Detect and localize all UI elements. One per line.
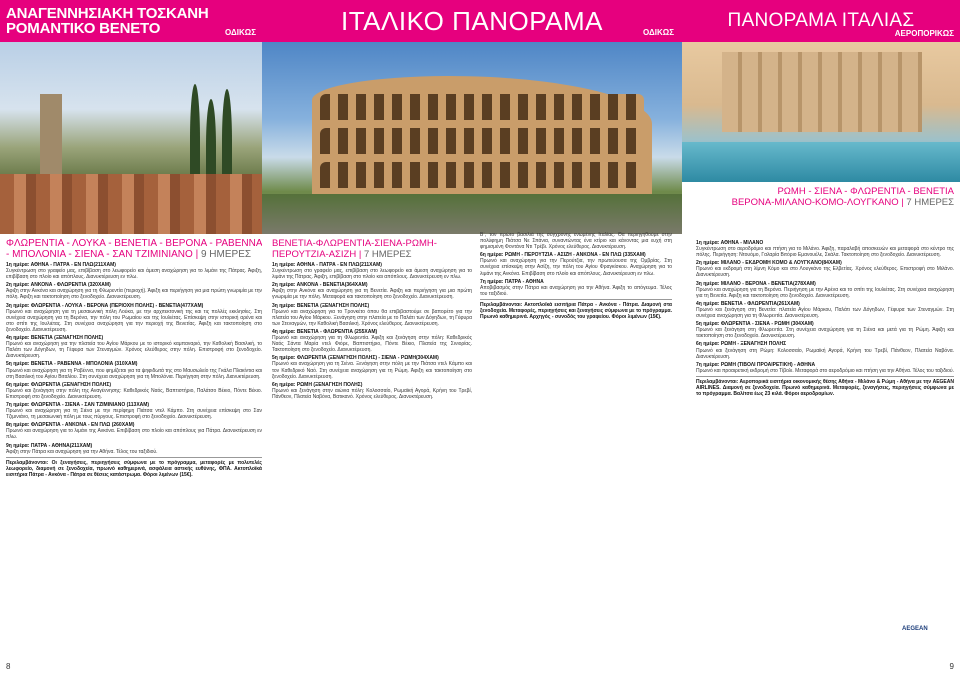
middle-route-continued-column	[480, 232, 672, 662]
header-left-line2: ΡΟΜΑΝΤΙΚΟ ΒΕΝΕΤΟ	[6, 19, 161, 37]
photo-tower-shape	[40, 94, 62, 184]
day-text: Πρωινό και ξενάγηση στην αιώνια πόλη: Κολοσσαίο, Ρωμαϊκή Αγορά, Κρήνη του Τρεβί, Πάνθεον, Πλατεία Ναβόνα, Βατικανό. Χρόνος ελεύθερος. Διανυκτέρευση.	[272, 387, 472, 400]
header-right	[682, 0, 960, 42]
left-route-note: Περιλαμβάνονται: Οι ξεναγήσεις, περιηγήσεις σύμφωνα με το πρόγραμμα, μεταφορές με πολυτελές λεωφορείο, διαμονή σε ξενοδοχεία, πρωινό καθημερινά, ασφάλεια αστικής ευθύνης, ΦΠΑ. Ακτοπλοϊκά εισιτήρια Πάτρα - Ανκόνα - Πάτρα σε θέσεις κατάστρωμα. Φόροι λιμένων (15€).	[6, 457, 262, 478]
day-text: Άφιξη στην Ανκόνα και αναχώρηση για τη Φλωρεντία (περιοχή). Άφιξη και περιήγηση για μια πρώτη γνωριμία με την πόλη. Άφιξη και τακτοποίηση στο ξενοδοχείο. Διανυκτέρευση.	[6, 288, 262, 301]
day-heading: 7η ημέρα: ΦΛΩΡΕΝΤΙΑ - ΣΙΕΝΑ - ΣΑΝ ΤΖΙΜΙΝΙΑΝΟ (113XAM)	[6, 401, 150, 408]
day-text: Πρωινό και ξενάγηση στη Ρώμη: Κολοσσαίο, Ρωμαϊκή Αγορά, Κρήνη του Τρεβί, Πάνθεον, Πλατεία Ναβόνα. Διανυκτέρευση.	[696, 347, 954, 360]
middle-route-column	[272, 238, 472, 648]
photo-trevi	[682, 42, 960, 182]
day-heading: 7η ημέρα: ΠΑΤΡΑ - ΑΘΗΝΑ	[480, 278, 544, 285]
header-right-sub: ΑΕΡΟΠΟΡΙΚΩΣ	[894, 29, 954, 38]
day-heading: 3η ημέρα: ΜΙΛΑΝΟ - ΒΕΡΟΝΑ - ΒΕΝΕΤΙΑ(278XAM)	[696, 280, 816, 287]
day-heading: 2η ημέρα: ΜΙΛΑΝΟ - ΕΚΔΡΟΜΗ ΚΟΜΟ & ΛΟΥΓΚΑΝΟ(84XAM)	[696, 260, 842, 267]
day-heading: 6η ημέρα: ΡΩΜΗ - ΠΕΡΟΥΤΖΙΑ - ΑΣΙΖΗ - ΑΝΚΟΝΑ - ΕΝ ΠΛΩ (335XAM)	[480, 252, 646, 259]
header-middle-title: ΙΤΑΛΙΚΟ ΠΑΝΟΡΑΜΑ	[341, 5, 603, 36]
arches-row	[320, 128, 644, 154]
day-text: Πρωινό και αναχώρηση για τη Φλωρεντία. Άφιξη και ξενάγηση στην πόλη: Καθεδρικός Ναός Σάντα Μαρία ντελ Φιόρε, Βαπτιστήριο, Πόντε Βέκιο, Πλατεία της Σινιορίας. Τακτοποίηση στο ξενοδοχείο. Διανυκτέρευση.	[272, 335, 472, 354]
day-heading: 9η ημέρα: ΠΑΤΡΑ - ΑΘΗΝΑ(211XAM)	[6, 442, 93, 449]
trevi-pool	[682, 142, 960, 182]
photo-ground	[262, 194, 682, 234]
page-number-right: 9	[949, 662, 954, 671]
day-heading: 3η ημέρα: ΒΕΝΕΤΙΑ (ΞΕΝΑΓΗΣΗ ΠΟΛΗΣ)	[272, 302, 370, 309]
header-left	[0, 0, 262, 42]
right-route-title-line2: ΒΕΡΟΝΑ-ΜΙΛΑΝΟ-ΚΟΜΟ-ΛΟΥΓΚΑΝΟ	[731, 197, 899, 208]
day-text: Πρωινό και αναχώρηση για τη μεσαιωνική πόλη Λούκα, με την αρχιτεκτονική της και τις πολλές εκκλησίες. Στη συνέχεια αναχώρηση για τη Βερόνα, την πόλη του Ρωμαίου και της Ιουλιέτας. Επίσκεψη στην ιστορική αρένα και στο σπίτι της Ιουλιέτας. Στη συνέχεια αναχώρηση για την περιοχή της Βενετίας. Άφιξη και τακτοποίηση στο ξενοδοχείο. Διανυκτέρευση.	[6, 308, 262, 333]
day-text: Πρωινό και αναχώρηση για το λιμάνι της Ανκόνα. Επιβίβαση στο πλοίο και απόπλους για Πάτρα. Διανυκτέρευση εν πλω.	[6, 428, 262, 441]
aegean-logo: AEGEAN	[902, 626, 928, 632]
header-middle	[262, 0, 682, 42]
trevi-facade	[722, 52, 922, 132]
day-heading: 4η ημέρα: ΒΕΝΕΤΙΑ - ΦΛΩΡΕΝΤΙΑ(261XAM)	[696, 300, 800, 307]
middle-route-title-text: ΒΕΝΕΤΙΑ-ΦΛΩΡΕΝΤΙΑ-ΣΙΕΝΑ-ΡΩΜΗ-ΠΕΡΟΥΤΖΙΑ-ΑΣΙΖΗ	[272, 238, 437, 260]
right-route-column	[696, 240, 954, 660]
day-heading: 5η ημέρα: ΦΛΩΡΕΝΤΙΑ - ΣΙΕΝΑ - ΡΩΜΗ (304XAM)	[696, 321, 814, 328]
day-text: Πρωινό και αναχώρηση για την πλατεία του Αγίου Μάρκου με το ιστορικό καμπαναριό, την Καθολική Βασιλική, το Παλάτι των Δόγηδων, τη Γέφυρα των Στεναγμών. Χρόνος ελεύθερος στην πόλη. Επιστροφή στο ξενοδοχείο. Διανυκτέρευση.	[6, 341, 262, 360]
right-route-title: ΡΩΜΗ - ΣΙΕΝΑ - ΦΛΩΡΕΝΤΙΑ - ΒΕΝΕΤΙΑ ΒΕΡΟΝΑ-ΜΙΛΑΝΟ-ΚΟΜΟ-ΛΟΥΓΚΑΝΟ | 7 ΗΜΕΡΕΣ	[690, 186, 954, 208]
day-heading: 6η ημέρα: ΦΛΩΡΕΝΤΙΑ (ΞΕΝΑΓΗΣΗ ΠΟΛΗΣ)	[6, 381, 112, 388]
day-heading: 1η ημέρα: ΑΘΗΝΑ - ΠΑΤΡΑ - ΕΝ ΠΛΩ(211XAM)	[6, 262, 116, 268]
day-heading: 5η ημέρα: ΦΛΩΡΕΝΤΙΑ (ΞΕΝΑΓΗΣΗ ΠΟΛΗΣ) - ΣΙΕΝΑ - ΡΩΜΗ(304XAM)	[272, 355, 439, 362]
header-left-sub: ΟΔΙΚΩΣ	[225, 28, 256, 37]
middle-route-days: 7 ΗΜΕΡΕΣ	[363, 249, 412, 260]
day-heading: 1η ημέρα: ΑΘΗΝΑ - ΠΑΤΡΑ - ΕΝ ΠΛΩ(211XAM)	[272, 262, 382, 268]
day-text: Άφιξη στην Ανκόνα και αναχώρηση για τη Βενετία. Άφιξη και περιήγηση για μια πρώτη γνωριμία με την πόλη. Μεταφορά και τακτοποίηση στο ξενοδοχείο. Διανυκτέρευση.	[272, 288, 472, 301]
left-route-days: 9 ΗΜΕΡΕΣ	[200, 249, 252, 260]
photo-verona	[0, 42, 262, 234]
day-heading: 2η ημέρα: ΑΝΚΟΝΑ - ΦΛΩΡΕΝΤΙΑ (320XAM)	[6, 282, 111, 289]
arches-row	[320, 94, 644, 120]
day-text: Πρωινό και ξενάγηση στη Φλωρεντία. Στη συνέχεια αναχώρηση για τη Σιένα και μετά για τη Ρώμη. Άφιξη και τακτοποίηση στο ξενοδοχείο. Διανυκτέρευση.	[696, 327, 954, 340]
header-left-line1: ΑΝΑΓΕΝΝΗΣΙΑΚΗ ΤΟΣΚΑΝΗ	[6, 4, 209, 22]
colosseum-shape	[312, 76, 652, 196]
day-heading: 6η ημέρα: ΡΩΜΗ (ΞΕΝΑΓΗΣΗ ΠΟΛΗΣ)	[272, 381, 363, 388]
middle-route-title: ΒΕΝΕΤΙΑ-ΦΛΩΡΕΝΤΙΑ-ΣΙΕΝΑ-ΡΩΜΗ-ΠΕΡΟΥΤΖΙΑ-ΑΣΙΖΗ | 7 ΗΜΕΡΕΣ	[272, 238, 437, 260]
day-heading: 3η ημέρα: ΦΛΩΡΕΝΤΙΑ - ΛΟΥΚΑ - ΒΕΡΟΝΑ (ΠΕΡΙΟΧΗ ΠΟΛΗΣ) - ΒΕΝΕΤΙΑ(477XAM)	[6, 302, 204, 309]
day-text: Αποβιβασμός στην Πάτρα και αναχώρηση για την Αθήνα. Άφιξη το απόγευμα. Τέλος του ταξιδιού.	[480, 284, 672, 297]
right-route-title-line1: ΡΩΜΗ - ΣΙΕΝΑ - ΦΛΩΡΕΝΤΙΑ - ΒΕΝΕΤΙΑ	[777, 186, 954, 197]
photo-colosseum	[262, 42, 682, 234]
left-route-title: ΦΛΩΡΕΝΤΙΑ - ΛΟΥΚΑ - ΒΕΝΕΤΙΑ - ΒΕΡΟΝΑ - ΡΑΒΕΝΝΑ - ΜΠΟΛΟΝΙΑ - ΣΙΕΝΑ - ΣΑΝ ΤΖΙΜΙΝΙΑΝΟ | 9 ΗΜΕΡΕΣ	[6, 238, 262, 260]
day-text: Πρωινό και αναχώρηση για το Τρονκέτο όπου θα επιβιβαστούμε σε βαπορέτο για την πλατεία του Αγίου Μάρκου. Ξενάγηση στην πλατεία με το Παλάτι των Δόγηδων, τη Γέφυρα των Στεναγμών, την Καθολική Βασιλική. Χρόνος ελεύθερος. Διανυκτέρευση.	[272, 308, 472, 327]
left-route-column	[6, 238, 262, 648]
day-heading: 7η ημέρα: ΡΩΜΗ (ΤΙΒΟΛΙ ΠΡΟΑΙΡΕΤΙΚΗ) - ΑΘΗΝΑ	[696, 361, 816, 368]
arches-row	[320, 162, 644, 188]
day-heading: 5η ημέρα: ΒΕΝΕΤΙΑ - ΡΑΒΕΝΝΑ - ΜΠΟΛΟΝΙΑ (310XAM)	[6, 361, 138, 368]
day-heading: 4η ημέρα: ΒΕΝΕΤΙΑ - ΦΛΩΡΕΝΤΙΑ (255XAM)	[272, 328, 378, 335]
day-text: Πρωινό και αναχώρηση για την Περούτζια, την πρωτεύουσα της Ομβρίας. Στη συνέχεια επίσκεψη στην Ασίζη, την πόλη του Αγίου Φραγκίσκου. Αναχώρηση για το λιμάνι της Ανκόνα. Επιβίβαση στο πλοίο και απόπλους. Διανυκτέρευση εν πλω.	[480, 258, 672, 277]
day-text: Συγκέντρωση στο γραφείο μας, επιβίβαση στο λεωφορείο και άμεση αναχώρηση για το λιμάνι της Πάτρας. Άφιξη, επιβίβαση στο πλοίο και απόπλους. Διανυκτέρευση εν πλω.	[6, 268, 262, 281]
day-text: Πρωινό και ξενάγηση στη Βενετία: πλατεία Αγίου Μάρκου, Παλάτι των Δόγηδων, Γέφυρα των Στεναγμών. Στη συνέχεια αναχώρηση για τη Φλωρεντία. Διανυκτέρευση.	[696, 306, 954, 320]
day-text: Πρωινό και αναχώρηση για τη Βερόνα. Περιήγηση με την Αρένα και το σπίτι της Ιουλιέτας. Στη συνέχεια αναχώρηση για τη Βενετία. Άφιξη και τακτοποίηση στο ξενοδοχείο. Διανυκτέρευση.	[696, 286, 954, 299]
day-text: Πρωινό και αναχώρηση για τη Σιένα. Ξενάγηση στην πόλη με την Πιάτσα ντελ Κάμπο και τον Καθεδρικό Ναό. Στη συνέχεια αναχώρηση για τη Ρώμη. Άφιξη και τακτοποίηση στο ξενοδοχείο. Διανυκτέρευση.	[272, 361, 472, 380]
day-text: Πρωινό και εκδρομή στη λίμνη Κόμο και στο Λουγκάνο της Ελβετίας. Χρόνος ελεύθερος. Επιστροφή στο Μιλάνο. Διανυκτέρευση.	[696, 266, 954, 279]
day-text: Άφιξη στην Πάτρα και αναχώρηση για την Αθήνα. Τέλος του ταξιδιού.	[6, 448, 158, 455]
day-heading: 8η ημέρα: ΦΛΩΡΕΝΤΙΑ - ΑΝΚΟΝΑ - ΕΝ ΠΛΩ (260XAM)	[6, 422, 135, 429]
photo-roofs	[0, 174, 262, 234]
right-route-days: 7 ΗΜΕΡΕΣ	[906, 197, 954, 208]
page-number-left: 8	[6, 662, 11, 671]
header-middle-sub: ΟΔΙΚΩΣ	[643, 28, 674, 37]
right-route-note: Περιλαμβάνονται: Αεροπορικά εισιτήρια οικονομικής θέσης Αθήνα - Μιλάνο & Ρώμη - Αθήνα με την AEGEAN AIRLINES. Διαμονή σε ξενοδοχεία. Πρωινό καθημερινά. Μεταφορές, ξεναγήσεις, περιηγήσεις σύμφωνα με το πρόγραμμα. Βαλίτσα έως 23 κιλά. Φόροι αεροδρομίων.	[696, 376, 954, 397]
day-text: Πρωινό και προαιρετική εκδρομή στο Τίβολι. Μεταφορά στο αεροδρόμιο και πτήση για την Αθήνα. Τέλος του ταξιδιού.	[696, 367, 954, 374]
day-heading: 4η ημέρα: ΒΕΝΕΤΙΑ (ΞΕΝΑΓΗΣΗ ΠΟΛΗΣ)	[6, 335, 104, 342]
left-route-title-text: ΦΛΩΡΕΝΤΙΑ - ΛΟΥΚΑ - ΒΕΝΕΤΙΑ - ΒΕΡΟΝΑ - ΡΑΒΕΝΝΑ - ΜΠΟΛΟΝΙΑ - ΣΙΕΝΑ - ΣΑΝ ΤΖΙΜΙΝΙΑΝΟ	[6, 238, 262, 260]
middle-route-note: Περιλαμβάνονται: Ακτοπλοϊκά εισιτήρια Πάτρα - Ανκόνα - Πάτρα. Διαμονή στα ξενοδοχεία. Μεταφορές, περιηγήσεις και ξεναγήσεις σύμφωνα με το πρόγραμμα. Πρωινό καθημερινά. Αρχηγός - συνοδός του γραφείου. Φόροι λιμένων (15€).	[480, 299, 672, 320]
day-text: Πρωινό και ξενάγηση στην πόλη της Αναγέννησης: Καθεδρικός Ναός, Βαπτιστήριο, Παλάτσο Βέκιο, Πόντε Βέκιο. Επιστροφή στο ξενοδοχείο. Διανυκτέρευση.	[6, 387, 262, 400]
header-right-title: ΠΑΝΟΡΑΜΑ ΙΤΑΛΙΑΣ	[727, 10, 915, 31]
day-text: Πρωινό και αναχώρηση για τη Ραβέννα, που φημίζεται για τα ψηφιδωτά της στο Μαυσωλείο της Γκάλα Πλακίντια και στη Βασιλική του Αγίου Βιταλίου. Στη συνέχεια αναχώρηση για τη Μπολόνια. Περιήγηση στην πόλη. Διανυκτέρευση.	[6, 367, 262, 380]
day-text: Συγκέντρωση στο γραφείο μας, επιβίβαση στο λεωφορείο και άμεση αναχώρηση για το λιμάνι της Πάτρας. Άφιξη, επιβίβαση στο πλοίο και απόπλους. Διανυκτέρευση εν πλω.	[272, 268, 472, 281]
day-heading: 2η ημέρα: ΑΝΚΟΝΑ - ΒΕΝΕΤΙΑ(364XAM)	[272, 282, 368, 289]
day-heading: 1η ημέρα: ΑΘΗΝΑ - ΜΙΛΑΝΟ	[696, 240, 764, 246]
day-heading: 6η ημέρα: ΡΩΜΗ - ΞΕΝΑΓΗΣΗ ΠΟΛΗΣ	[696, 341, 787, 348]
day-text: Β΄, τον πρώτο βασιλιά της σύγχρονης ενωμένης Ιταλίας. Θα περιηγηθούμε στην πολύφημη Πιάτσα Νε Σπάνια, συναντώντας ένα κτίριο και κάνοντας μια ευχή στη φημισμένη Φοντάνα Ντι Τρέβι. Χρόνος ελεύθερος. Διανυκτέρευση.	[480, 232, 672, 251]
day-text: Συγκέντρωση στο αεροδρόμιο και πτήση για το Μιλάνο. Άφιξη, παραλαβή αποσκευών και μεταφορά στο κέντρο της πόλης. Περιήγηση: Ντουόμο, Γαλαρία Βιτόριο Εμανουέλε, Σκάλα. Τακτοποίηση στο ξενοδοχείο. Διανυκτέρευση.	[696, 246, 954, 259]
day-text: Πρωινό και αναχώρηση για τη Σιένα με την περίφημη Πιάτσα ντελ Κάμπο. Στη συνέχεια επίσκεψη στο Σαν Τζιμινιάνο, τη μεσαιωνική πόλη με τους πύργους. Επιστροφή στο ξενοδοχείο. Διανυκτέρευση.	[6, 408, 262, 421]
